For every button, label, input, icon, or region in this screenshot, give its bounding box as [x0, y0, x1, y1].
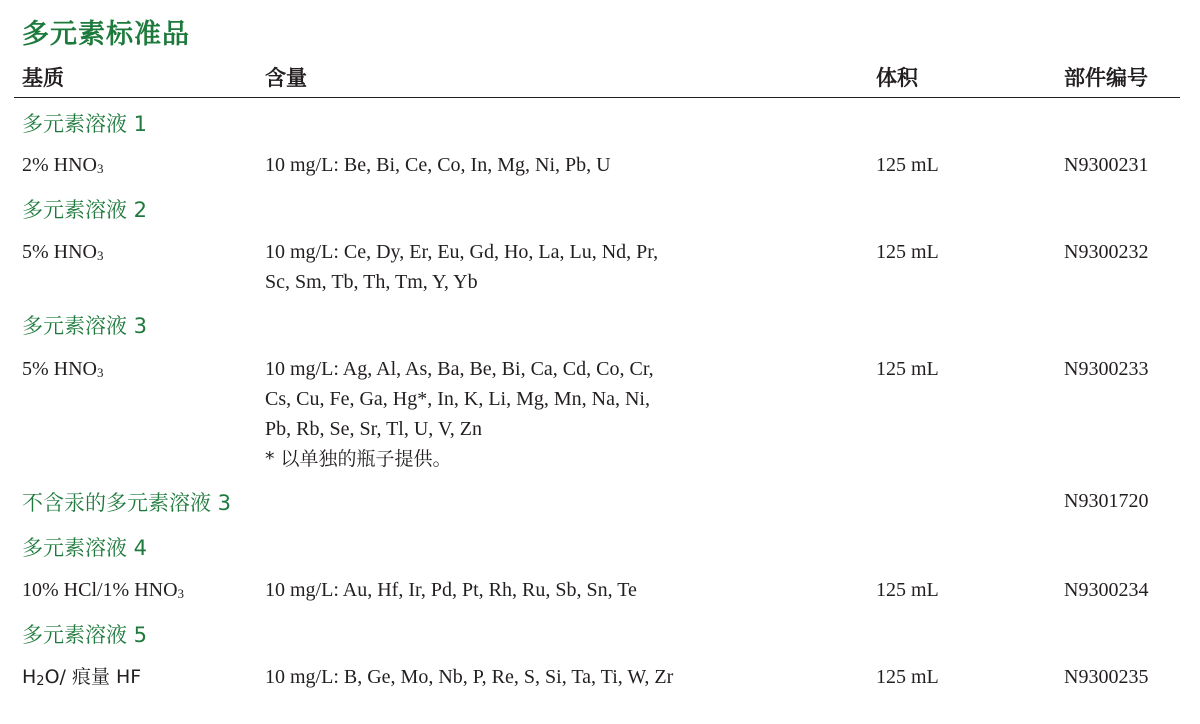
- group-title-3: 多元素溶液 3: [22, 314, 148, 338]
- content-cell-1: 10 mg/L: Be, Bi, Ce, Co, In, Mg, Ni, Pb, U: [265, 154, 611, 176]
- part-number-cell-1: N9300231: [1064, 154, 1149, 176]
- header-volume: 体积: [876, 66, 918, 90]
- content-cell-2: 10 mg/L: Ce, Dy, Er, Eu, Gd, Ho, La, Lu, Nd, Pr, Sc, Sm, Tb, Th, Tm, Y, Yb: [265, 241, 659, 293]
- group-title-2: 多元素溶液 2: [22, 198, 148, 222]
- volume-cell-4: 125 mL: [876, 579, 939, 601]
- volume-cell-5: 125 mL: [876, 666, 939, 688]
- part-number-cell-2: N9300232: [1064, 241, 1149, 263]
- volume-cell-3: 125 mL: [876, 358, 939, 380]
- group-title-3-hg-free: 不含汞的多元素溶液 3: [22, 491, 232, 515]
- header-matrix: 基质: [22, 66, 64, 90]
- header-part-number: 部件编号: [1064, 66, 1148, 90]
- volume-cell-2: 125 mL: [876, 241, 939, 263]
- header-content: 含量: [265, 66, 307, 90]
- matrix-cell-3: 5% $HNO_3$: [22, 358, 104, 380]
- content-cell-4: 10 mg/L: Au, Hf, Ir, Pd, Pt, Rh, Ru, Sb, Sn, Te: [265, 579, 637, 601]
- content-cell-5: 10 mg/L: B, Ge, Mo, Nb, P, Re, S, Si, Ta, Ti, W, Zr: [265, 666, 674, 688]
- matrix-cell-2: 5% $HNO_3$: [22, 241, 104, 263]
- group-title-4: 多元素溶液 4: [22, 536, 148, 560]
- header-divider: [14, 97, 1180, 98]
- matrix-cell-4: 10% HCl/1% $HNO_3$: [22, 579, 185, 601]
- matrix-cell-5: $H_2O/$ 痕量 HF: [22, 666, 142, 689]
- group-title-1: 多元素溶液 1: [22, 112, 148, 136]
- footnote: * 以单独的瓶子提供。: [265, 448, 452, 470]
- group-title-5: 多元素溶液 5: [22, 623, 148, 647]
- part-number-cell-3: N9300233: [1064, 358, 1149, 380]
- page-title: 多元素标准品: [22, 19, 190, 50]
- part-number-cell-3-hg-free: N9301720: [1064, 490, 1149, 512]
- matrix-cell-1: 2% $HNO_3$: [22, 154, 104, 176]
- part-number-cell-4: N9300234: [1064, 579, 1149, 601]
- content-cell-3: 10 mg/L: Ag, Al, As, Ba, Be, Bi, Ca, Cd, Co, Cr, Cs, Cu, Fe, Ga, Hg*, In, K, Li, Mg, Mn, Na, Ni, Pb, Rb, Se, Sr, Tl, U, V, Zn * 以单独的瓶子提供。: [265, 354, 654, 474]
- part-number-cell-5: N9300235: [1064, 666, 1149, 688]
- volume-cell-1: 125 mL: [876, 154, 939, 176]
